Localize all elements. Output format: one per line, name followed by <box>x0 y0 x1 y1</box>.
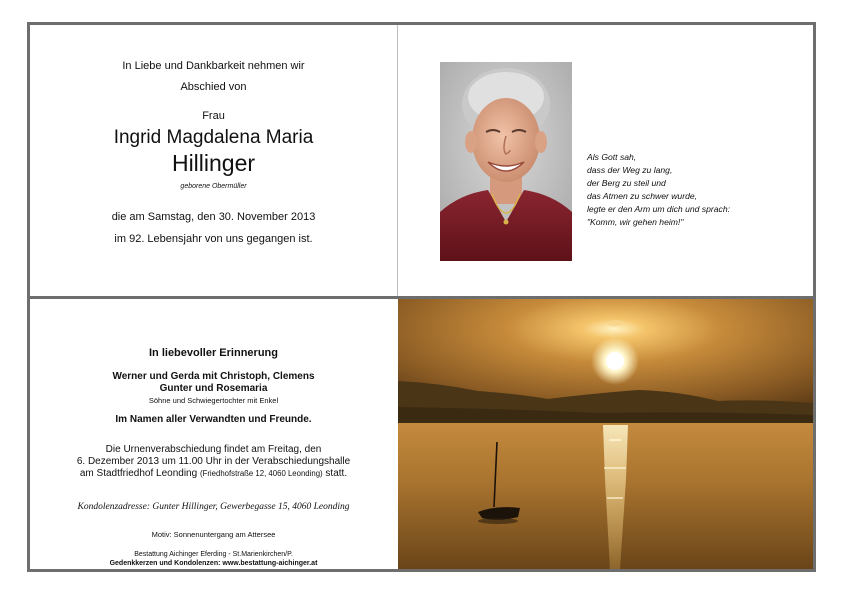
obituary-card <box>27 22 816 572</box>
ceremony-address: (Friedhofstraße 12, 4060 Leonding) <box>199 469 323 478</box>
mourners-line-1: Werner und Gerda mit Christoph, Clemens <box>112 371 315 382</box>
poem-line: das Atmen zu schwer wurde, <box>587 191 698 202</box>
announcement-panel <box>30 25 397 296</box>
undertaker: Bestattung Aichinger Eferding - St.Marienkirchen/P. <box>134 551 293 558</box>
ceremony-end: statt. <box>325 468 348 479</box>
remembrance-panel <box>30 299 397 569</box>
death-line-2: im 92. Lebensjahr von uns gegangen ist. <box>114 233 313 245</box>
ceremony-place: am Stadtfriedhof Leonding <box>79 468 198 479</box>
death-line-1: die am Samstag, den 30. November 2013 <box>111 211 316 223</box>
surname: Hillinger <box>171 150 256 176</box>
salutation: Frau <box>202 110 225 122</box>
ceremony-line-1: Die Urnenverabschiedung findet am Freitag, den <box>105 444 322 455</box>
poem-line: der Berg zu steil und <box>587 178 666 189</box>
mourners-line-2: Gunter und Rosemaria <box>159 383 268 394</box>
mourners-subline: Söhne und Schwiegertochter mit Enkel <box>148 396 279 405</box>
first-names: Ingrid Magdalena Maria <box>113 127 314 148</box>
poem-line: "Komm, wir gehen heim!" <box>587 217 684 228</box>
portrait-photo <box>440 62 572 261</box>
vertical-divider <box>397 25 398 296</box>
remembrance-heading: In liebevoller Erinnerung <box>149 347 278 359</box>
condolence-address: Kondolenzadresse: Gunter Hillinger, Gewerbegasse 15, 4060 Leonding <box>77 502 350 512</box>
poem-line: Als Gott sah, <box>587 152 637 162</box>
intro-line-1: In Liebe und Dankbarkeit nehmen wir <box>122 60 305 72</box>
intro-line-2: Abschied von <box>180 81 247 93</box>
poem <box>587 151 807 230</box>
relatives-line: Im Namen aller Verwandten und Freunde. <box>115 414 312 425</box>
poem-line: legte er den Arm um dich und sprach: <box>587 204 730 215</box>
undertaker-website: Gedenkkerzen und Kondolenzen: www.bestattung-aichinger.at <box>109 560 318 567</box>
poem-line: dass der Weg zu lang, <box>587 165 673 176</box>
sunset-photo <box>398 299 813 569</box>
ceremony-line-3 <box>30 468 397 480</box>
motif-caption: Motiv: Sonnenuntergang am Attersee <box>151 530 276 539</box>
ceremony-line-2: 6. Dezember 2013 um 11.00 Uhr in der Verabschiedungshalle <box>76 456 351 467</box>
maiden-name: geborene Obermüller <box>180 183 247 190</box>
